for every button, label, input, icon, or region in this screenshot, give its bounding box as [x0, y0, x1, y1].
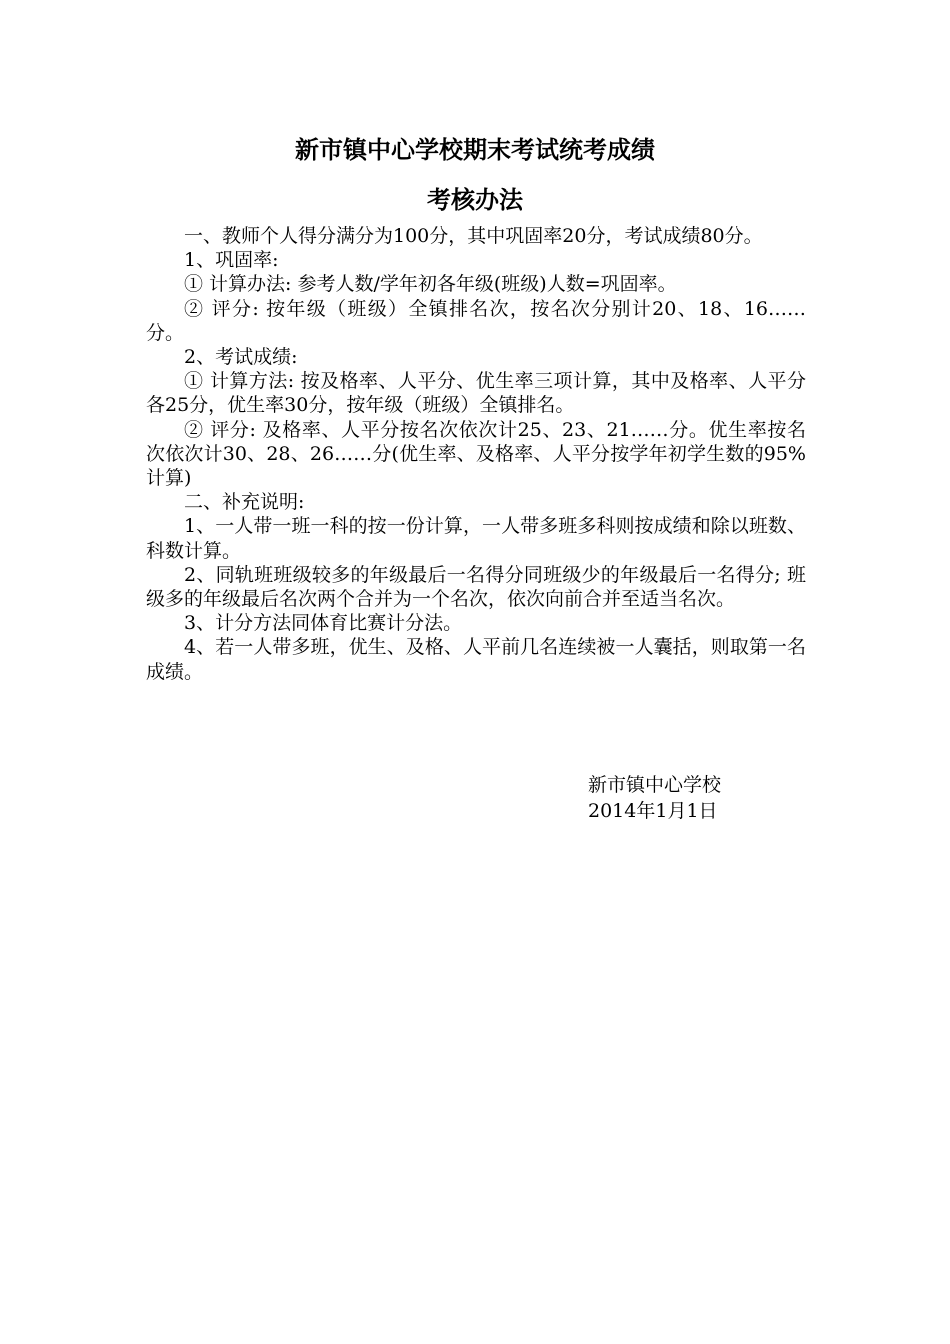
signature-organization: 新市镇中心学校 [588, 774, 722, 796]
paragraph-supplement-heading: 二、补充说明: [184, 491, 305, 514]
document-title: 新市镇中心学校期末考试统考成绩 [295, 136, 655, 164]
paragraph-scoring-overview: 一、教师个人得分满分为100分，其中巩固率20分，考试成绩80分。 [184, 225, 763, 247]
signature-block [588, 772, 721, 824]
paragraph-retention-heading: 1、巩固率: [184, 249, 279, 272]
paragraph-retention-scoring: ② 评分: 按年级（班级）全镇排名次，按名次分别计20、18、16……分。 [146, 297, 806, 344]
paragraph-exam-heading: 2、考试成绩: [184, 346, 298, 369]
paragraph-exam-scoring: ② 评分: 及格率、人平分按名次依次计25、23、21……分。优生率按名次依次计30、28、26……分(优生率、及格率、人平分按学年初学生数的95%计算) [146, 418, 806, 490]
document-subtitle: 考核办法 [427, 186, 523, 214]
signature-date: 2014年1月1日 [588, 800, 718, 822]
document-body [146, 224, 806, 684]
paragraph-supplement-3: 3、计分方法同体育比赛计分法。 [184, 612, 463, 635]
paragraph-supplement-2: 2、同轨班班级较多的年级最后一名得分同班级少的年级最后一名得分; 班级多的年级最后名次两个合并为一个名次，依次向前合并至适当名次。 [146, 563, 806, 611]
paragraph-supplement-1: 1、一人带一班一科的按一份计算，一人带多班多科则按成绩和除以班数、科数计算。 [146, 515, 806, 562]
paragraph-exam-method: ① 计算方法: 按及格率、人平分、优生率三项计算，其中及格率、人平分各25分，优生率30分，按年级（班级）全镇排名。 [146, 370, 806, 417]
paragraph-supplement-4: 4、若一人带多班，优生、及格、人平前几名连续被一人囊括，则取第一名成绩。 [146, 636, 806, 683]
paragraph-retention-method: ① 计算办法: 参考人数/学年初各年级(班级)人数=巩固率。 [184, 273, 677, 296]
